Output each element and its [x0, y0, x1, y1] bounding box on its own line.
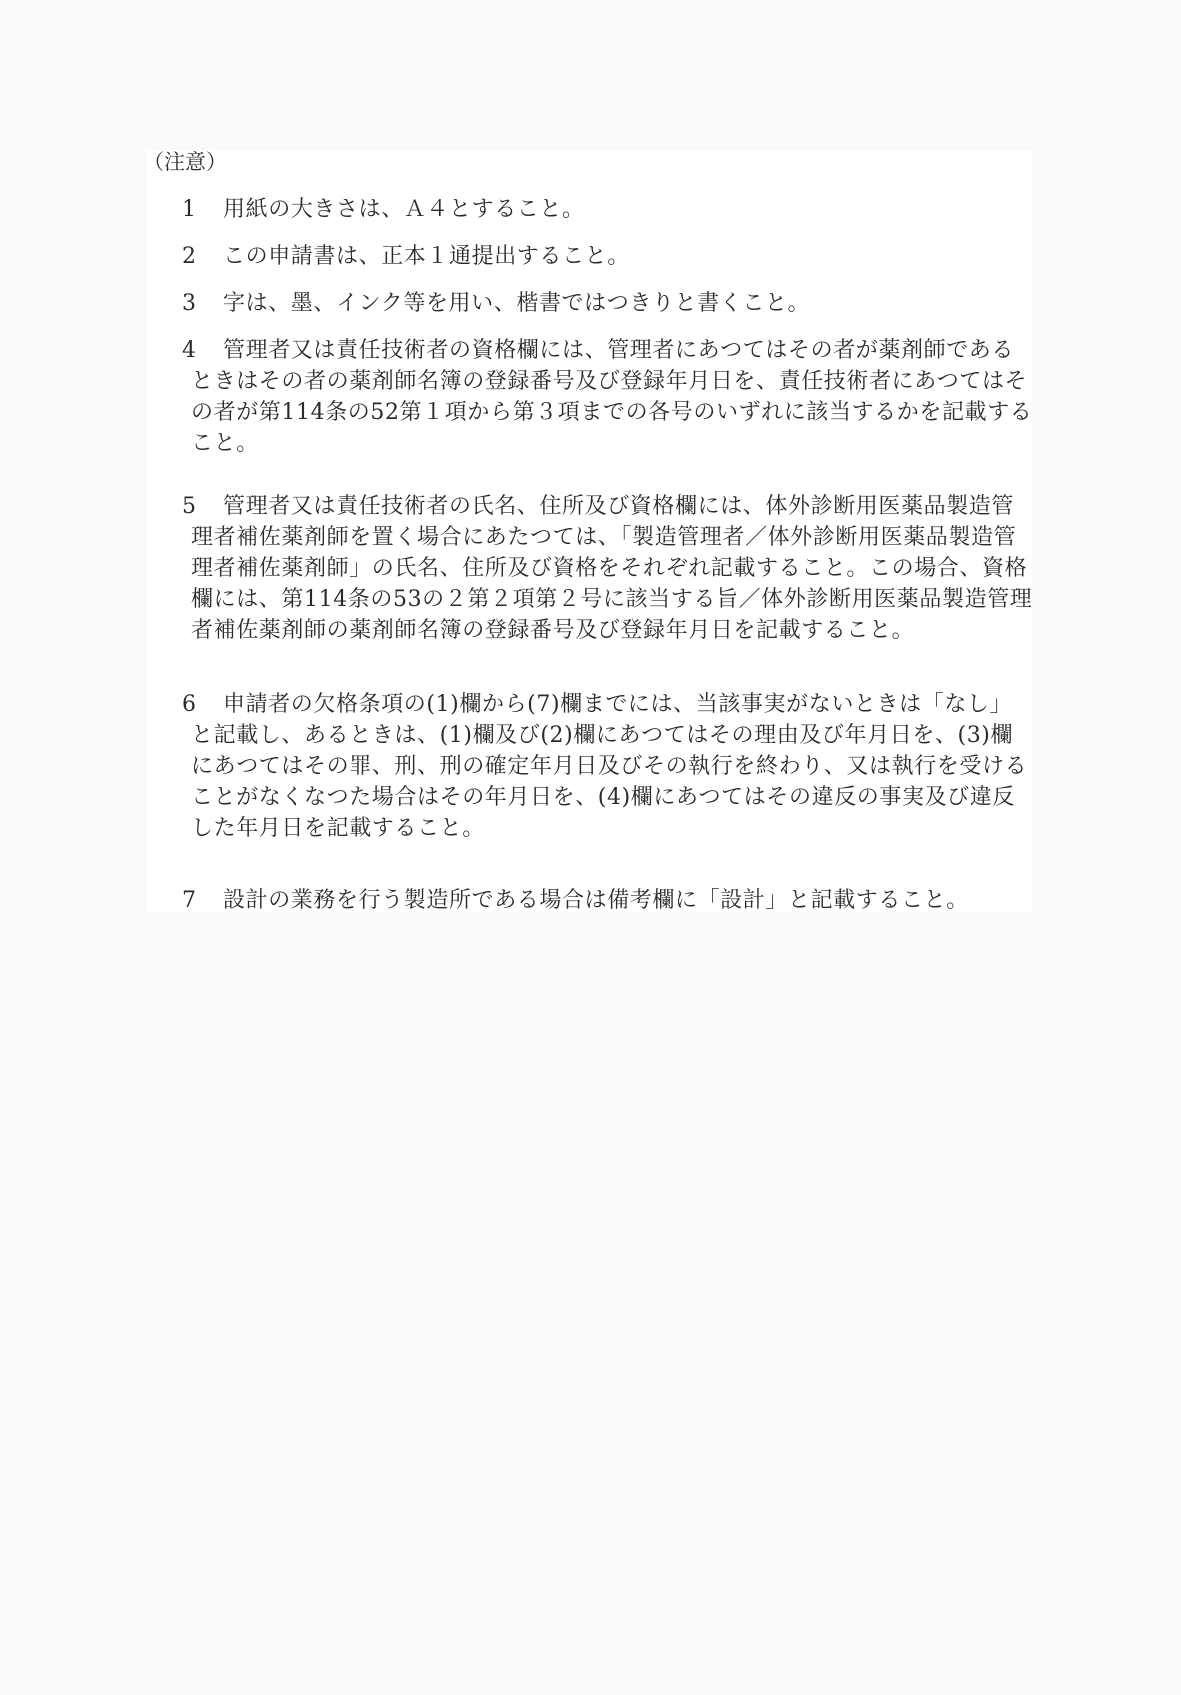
note-number: 4 [182, 338, 197, 363]
note-number: 2 [182, 244, 197, 269]
note-text-line: ことがなくなつた場合はその年月日を、(4)欄にあつてはその違反の事実及び違反 [191, 785, 1015, 810]
note-item-1 [182, 194, 1032, 225]
note-text: 管理者又は責任技術者の氏名、住所及び資格欄には、体外診断用医薬品製造管 [223, 494, 1015, 519]
note-item-3 [182, 288, 1032, 319]
note-text-line: 者補佐薬剤師の薬剤師名簿の登録番号及び登録年月日を記載すること。 [191, 618, 915, 643]
note-text-line: した年月日を記載すること。 [191, 816, 485, 841]
note-number: 6 [182, 692, 197, 717]
note-number: 5 [182, 494, 197, 519]
notes-heading: （注意） [143, 150, 227, 174]
note-item-4 [182, 335, 1032, 459]
note-text: 管理者又は責任技術者の資格欄には、管理者にあつてはその者が薬剤師である [223, 338, 1015, 363]
note-text: この申請書は、正本１通提出すること。 [223, 244, 630, 269]
note-text-line: こと。 [191, 431, 259, 456]
note-text: 設計の業務を行う製造所である場合は備考欄に「設計」と記載すること。 [223, 888, 969, 913]
note-text-line: 欄には、第114条の53の２第２項第２号に該当する旨／体外診断用医薬品製造管理 [191, 587, 1033, 612]
note-text-line: 理者補佐薬剤師を置く場合にあたつては、「製造管理者／体外診断用医薬品製造管 [191, 525, 1017, 550]
note-text-line: にあつてはその罪、刑、刑の確定年月日及びその執行を終わり、又は執行を受ける [191, 754, 1028, 779]
note-text: 字は、墨、インク等を用い、楷書ではつきりと書くこと。 [223, 291, 811, 316]
note-number: 1 [182, 197, 197, 222]
note-item-6 [182, 689, 1032, 844]
note-text-line: 理者補佐薬剤師」の氏名、住所及び資格をそれぞれ記載すること。この場合、資格 [191, 556, 1028, 581]
note-text-line: の者が第114条の52第１項から第３項までの各号のいずれに該当するかを記載する [191, 400, 1033, 425]
note-item-7 [182, 885, 1032, 916]
note-item-2 [182, 241, 1032, 272]
note-text: 用紙の大きさは、Ａ４とすること。 [223, 197, 585, 222]
note-number: 7 [182, 888, 197, 913]
note-text-line: と記載し、あるときは、(1)欄及び(2)欄にあつてはその理由及び年月日を、(3)欄 [191, 723, 1014, 748]
note-number: 3 [182, 291, 197, 316]
note-text: 申請者の欠格条項の(1)欄から(7)欄までには、当該事実がないときは「なし」 [223, 692, 1013, 717]
note-item-5 [182, 491, 1032, 646]
note-text-line: ときはその者の薬剤師名簿の登録番号及び登録年月日を、責任技術者にあつてはそ [191, 369, 1028, 394]
